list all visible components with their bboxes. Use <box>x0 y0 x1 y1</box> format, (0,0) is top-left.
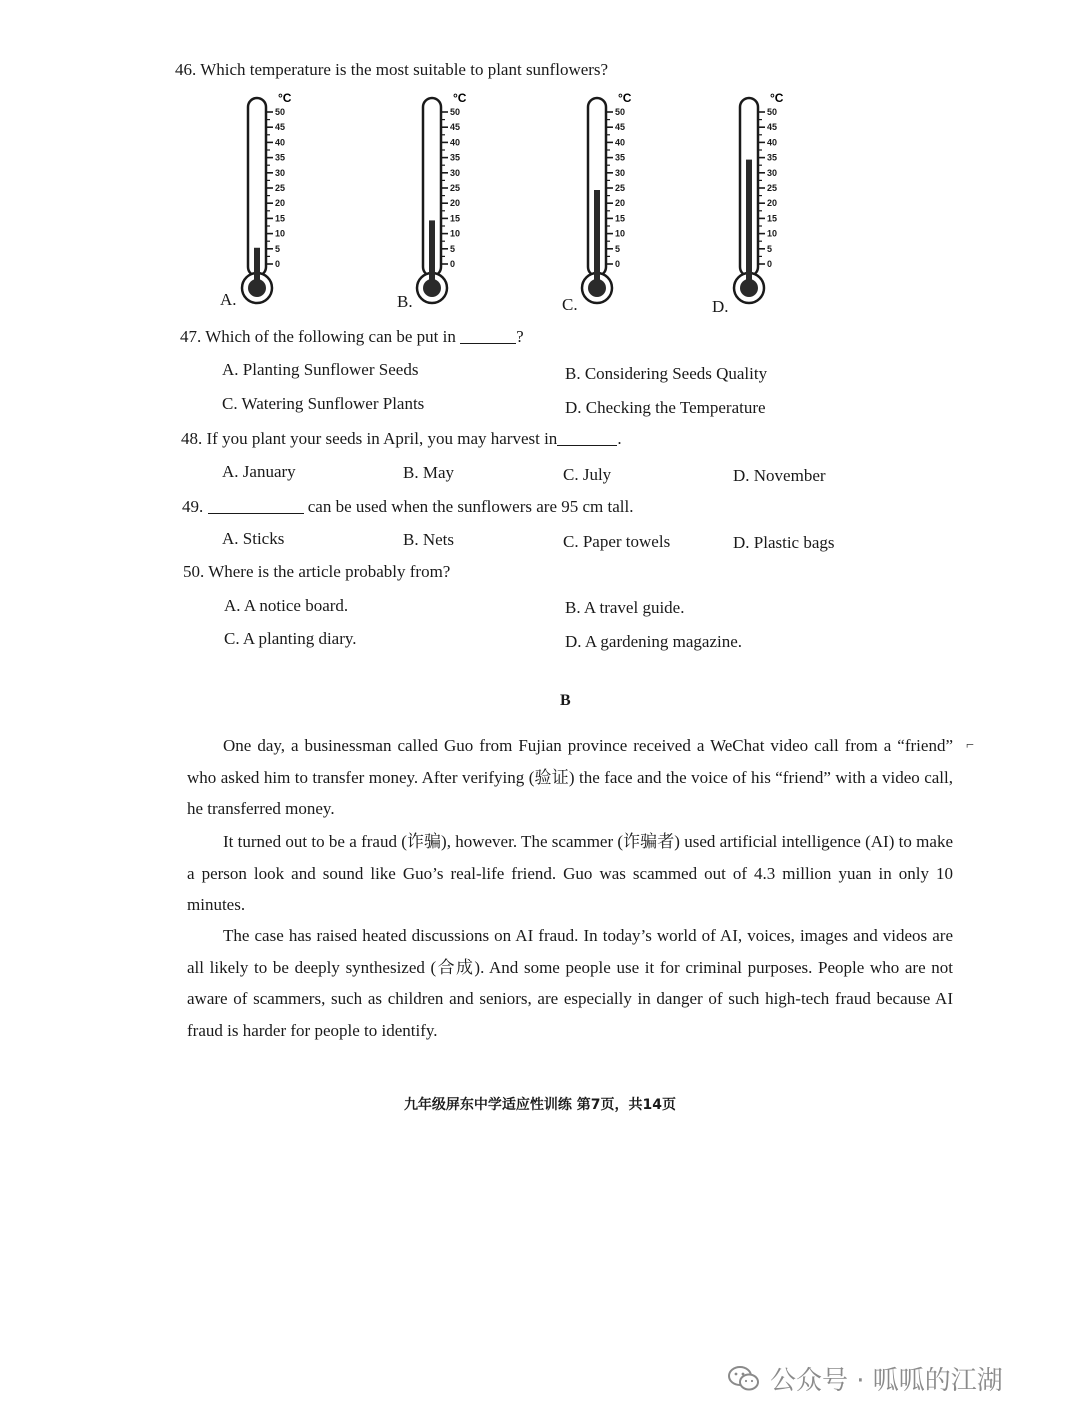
answer-blank <box>460 326 516 344</box>
tick-label: 45 <box>615 122 626 133</box>
tick-label: 50 <box>615 107 626 117</box>
q48-option-a: A. January <box>222 462 296 481</box>
tick-label: 40 <box>767 137 778 148</box>
mercury-column <box>254 248 260 280</box>
thermometer-bulb <box>588 279 606 297</box>
q48-option-b: B. May <box>403 463 454 482</box>
tick-label: 10 <box>275 228 286 239</box>
q47-option-c: C. Watering Sunflower Plants <box>222 394 425 413</box>
tick-label: 5 <box>615 243 621 254</box>
tick-label: 5 <box>275 243 281 254</box>
tick-label: 15 <box>275 213 286 224</box>
tick-label: 15 <box>615 213 626 224</box>
section-title: B <box>560 692 571 709</box>
thermometer-letter-b: B. <box>397 292 413 311</box>
pen-mark-icon: ⌐ <box>966 738 974 753</box>
paragraph-text: The case has raised heated discussions on AI fraud. In today’s world of AI, voices, images and videos are all likely to be deeply synthesized (合成). And some people use it for criminal purposes. People who are not aware of scammers, such as children and seniors, are especially in danger of such high-tech fraud because AI fraud is harder for people to identify. <box>187 926 953 1040</box>
tick-label: 20 <box>767 198 778 209</box>
thermometer-bulb <box>248 279 266 297</box>
tick-label: 15 <box>450 213 461 224</box>
tick-label: 35 <box>275 152 286 163</box>
tick-label: 35 <box>767 152 778 163</box>
q50-option-c: C. A planting diary. <box>224 629 357 648</box>
thermometer-letter-d: D. <box>712 297 729 316</box>
tick-label: 25 <box>767 183 778 193</box>
question-49-stem <box>182 496 633 517</box>
question-47-text: 47. Which of the following can be put in <box>180 327 456 346</box>
passage-paragraph-2 <box>187 826 953 921</box>
tick-label: 10 <box>767 228 778 239</box>
unit-label: °C <box>453 91 467 105</box>
q47-option-b: B. Considering Seeds Quality <box>565 364 768 383</box>
passage-paragraph-1 <box>187 730 953 825</box>
mercury-column <box>594 190 600 280</box>
unit-label: °C <box>770 91 784 105</box>
tick-label: 40 <box>450 137 461 148</box>
q48-option-c: C. July <box>563 465 612 484</box>
q49-option-c: C. Paper towels <box>563 532 671 551</box>
question-48-text: 48. If you plant your seeds in April, you may harvest in <box>181 429 558 448</box>
tick-label: 5 <box>767 243 773 254</box>
tick-label: 0 <box>275 259 281 269</box>
q49-option-a: A. Sticks <box>222 529 285 548</box>
watermark-text: 公众号 · 呱呱的江湖 <box>770 1366 1003 1396</box>
tick-label: 20 <box>615 198 626 209</box>
watermark <box>728 1360 1003 1397</box>
thermometer-a <box>210 88 320 318</box>
thermometer-d <box>702 88 812 318</box>
tick-label: 25 <box>615 183 626 193</box>
paragraph-text: One day, a businessman called Guo from Fujian province received a WeChat video call from a “friend” who asked him to transfer money. After verifying (验证) the face and the voice of his “friend” with a video call, he transferred money. <box>187 736 953 818</box>
paragraph-text: It turned out to be a fraud (诈骗), however. The scammer (诈骗者) used artificial intelligence (AI) to make a person look and sound like Guo’s real-life friend. Guo was scammed out of 4.3 million yuan in only 10 minutes. <box>187 832 953 914</box>
thermometer-letter-c: C. <box>562 295 578 314</box>
q47-option-a: A. Planting Sunflower Seeds <box>222 360 419 379</box>
answer-blank <box>208 496 304 514</box>
tick-label: 5 <box>450 243 456 254</box>
question-50-stem: 50. Where is the article probably from? <box>183 562 451 581</box>
tick-label: 35 <box>615 152 626 163</box>
page-footer: 九年级屏东中学适应性训练 第7页，共14页 <box>403 1097 677 1113</box>
tick-label: 0 <box>615 259 621 269</box>
tick-label: 50 <box>450 107 461 117</box>
tick-label: 25 <box>275 183 286 193</box>
thermometer-letter-a: A. <box>220 290 237 309</box>
tick-label: 30 <box>275 167 286 178</box>
tick-label: 15 <box>767 213 778 224</box>
question-47-stem <box>180 326 524 347</box>
tick-label: 45 <box>450 122 461 133</box>
question-47-end: ? <box>516 327 524 346</box>
tick-label: 40 <box>275 137 286 148</box>
q49-option-b: B. Nets <box>403 530 454 549</box>
tick-label: 10 <box>450 228 461 239</box>
q47-option-d: D. Checking the Temperature <box>565 398 766 417</box>
q49-option-d: D. Plastic bags <box>733 533 835 552</box>
tick-label: 30 <box>767 167 778 178</box>
tick-label: 35 <box>450 152 461 163</box>
thermometer-bulb <box>423 279 441 297</box>
tick-label: 0 <box>450 259 456 269</box>
tick-label: 25 <box>450 183 461 193</box>
tick-label: 30 <box>450 167 461 178</box>
mercury-column <box>746 160 752 280</box>
thermometer-b <box>385 88 495 318</box>
thermometer-c <box>550 88 660 318</box>
question-49-text: can be used when the sunflowers are 95 cm tall. <box>307 497 634 516</box>
tick-label: 20 <box>450 198 461 209</box>
unit-label: °C <box>278 91 292 105</box>
thermometer-bulb <box>740 279 758 297</box>
q50-option-a: A. A notice board. <box>224 596 349 615</box>
tick-label: 50 <box>767 107 778 117</box>
tick-label: 20 <box>275 198 286 209</box>
tick-label: 30 <box>615 167 626 178</box>
passage-paragraph-3 <box>187 920 953 1046</box>
q50-option-b: B. A travel guide. <box>565 598 685 617</box>
tick-label: 45 <box>275 122 286 133</box>
mercury-column <box>429 220 435 280</box>
tick-label: 10 <box>615 228 626 239</box>
wechat-icon <box>728 1365 760 1393</box>
unit-label: °C <box>618 91 632 105</box>
question-48-end: . <box>617 429 622 448</box>
question-48-stem <box>181 428 622 449</box>
tick-label: 40 <box>615 137 626 148</box>
tick-label: 0 <box>767 259 773 269</box>
question-49-number: 49. <box>182 497 204 516</box>
tick-label: 45 <box>767 122 778 133</box>
q50-option-d: D. A gardening magazine. <box>565 632 743 651</box>
question-46-stem: 46. Which temperature is the most suitable to plant sunflowers? <box>175 60 609 79</box>
tick-label: 50 <box>275 107 286 117</box>
q48-option-d: D. November <box>733 466 826 485</box>
answer-blank <box>557 428 617 446</box>
